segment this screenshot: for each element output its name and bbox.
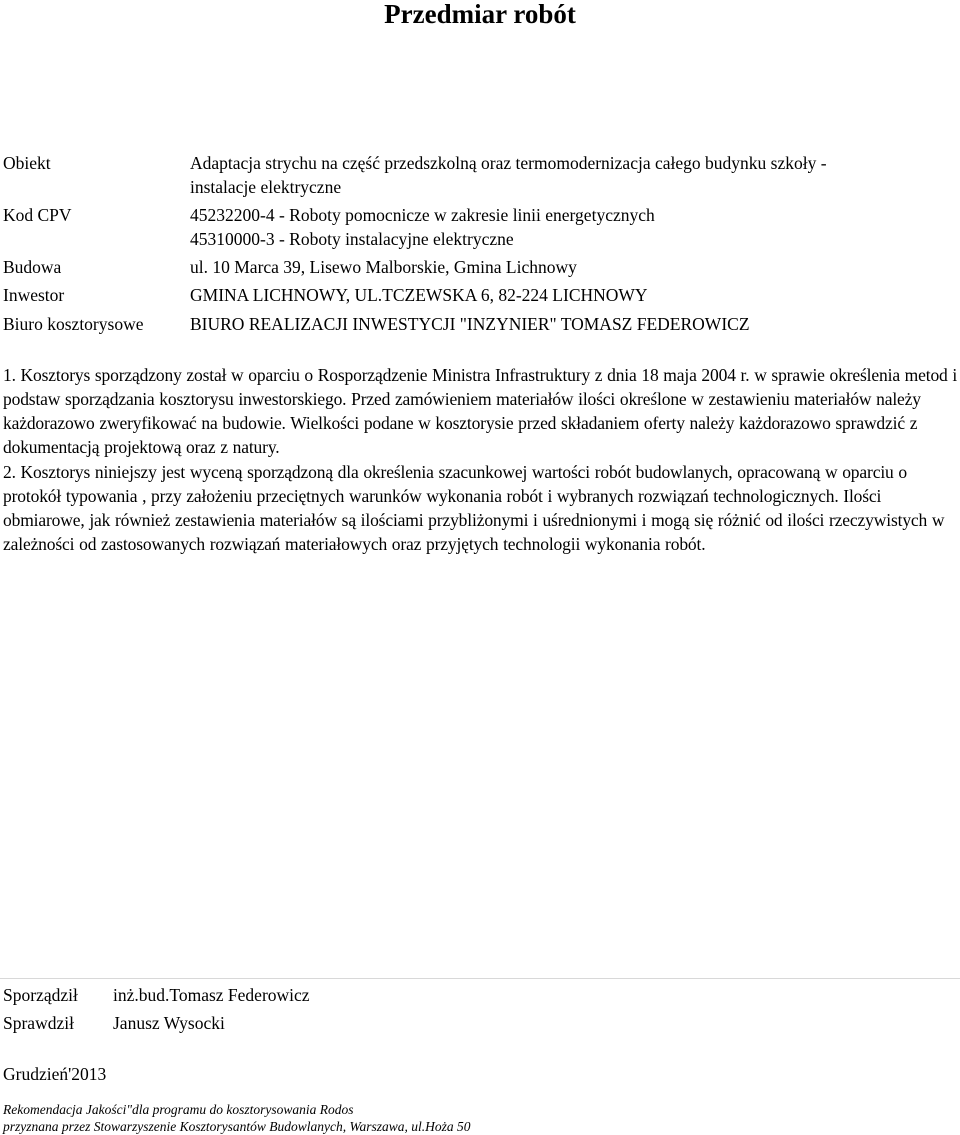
- biuro-value: BIURO REALIZACJI INWESTYCJI "INZYNIER" TOMASZ FEDEROWICZ: [190, 314, 750, 334]
- obiekt-value-line-2: instalacje elektryczne: [190, 177, 342, 197]
- kod-cpv-value-line-2: 45310000-3 - Roboty instalacyjne elektryczne: [190, 229, 514, 249]
- obiekt-label: Obiekt: [3, 153, 51, 173]
- obiekt-value: [190, 151, 950, 199]
- budowa-value: ul. 10 Marca 39, Lisewo Malborskie, Gmina Lichnowy: [190, 257, 577, 277]
- sporzadzil-value: inż.bud.Tomasz Federowicz: [113, 985, 310, 1005]
- notes-section: [3, 363, 958, 556]
- kod-cpv-label: Kod CPV: [3, 205, 72, 225]
- budowa-label: Budowa: [3, 257, 62, 277]
- kod-cpv-value: [190, 203, 950, 251]
- document-date: Grudzień'2013: [3, 1064, 107, 1084]
- note-paragraph-2: 2. Kosztorys niniejszy jest wyceną sporządzoną dla określenia szacunkowej wartości robót budowlanych, opracowaną w oparciu o protokół typowania , przy założeniu przeciętnych warunków wykonania robót i wybranych rozwiązań technologicznych. Ilości obmiarowe, jak również zestawienia materiałów są ilościami przybliżonymi i uśrednionymi i mogą się różnić od ilości rzeczywistych w zależności od zastosowanych rozwiązań materiałowych oraz przyjętych technologii wykonania robót.: [3, 462, 945, 554]
- inwestor-value: GMINA LICHNOWY, UL.TCZEWSKA 6, 82-224 LICHNOWY: [190, 285, 648, 305]
- signature-divider: [0, 978, 960, 979]
- footer-note: [3, 1101, 471, 1135]
- sprawdzil-label: Sprawdził: [3, 1013, 74, 1033]
- footer-line-2: przyznana przez Stowarzyszenie Kosztorysantów Budowlanych, Warszawa, ul.Hoża 50: [3, 1119, 471, 1134]
- sprawdzil-value: Janusz Wysocki: [113, 1013, 225, 1033]
- biuro-label: Biuro kosztorysowe: [3, 314, 144, 334]
- sporzadzil-label: Sporządził: [3, 985, 78, 1005]
- obiekt-value-line-1: Adaptacja strychu na część przedszkolną oraz termomodernizacja całego budynku szkoły -: [190, 153, 827, 173]
- inwestor-label: Inwestor: [3, 285, 65, 305]
- kod-cpv-value-line-1: 45232200-4 - Roboty pomocnicze w zakresie linii energetycznych: [190, 205, 655, 225]
- note-paragraph-1: 1. Kosztorys sporządzony został w oparciu o Rosporządzenie Ministra Infrastruktury z dnia 18 maja 2004 r. w sprawie określenia metod i podstaw sporządzania kosztorysu inwestorskiego. Przed zamówieniem materiałów ilości określone w zestawieniu materiałów należy każdorazowo zweryfikować na budowie. Wielkości podane w kosztorysie przed składaniem oferty należy każdorazowo sprawdzić z dokumentacją projektową oraz z natury.: [3, 365, 958, 457]
- page-title: Przedmiar robót: [384, 0, 576, 29]
- footer-line-1: Rekomendacja Jakości"dla programu do kosztorysowania Rodos: [3, 1102, 354, 1117]
